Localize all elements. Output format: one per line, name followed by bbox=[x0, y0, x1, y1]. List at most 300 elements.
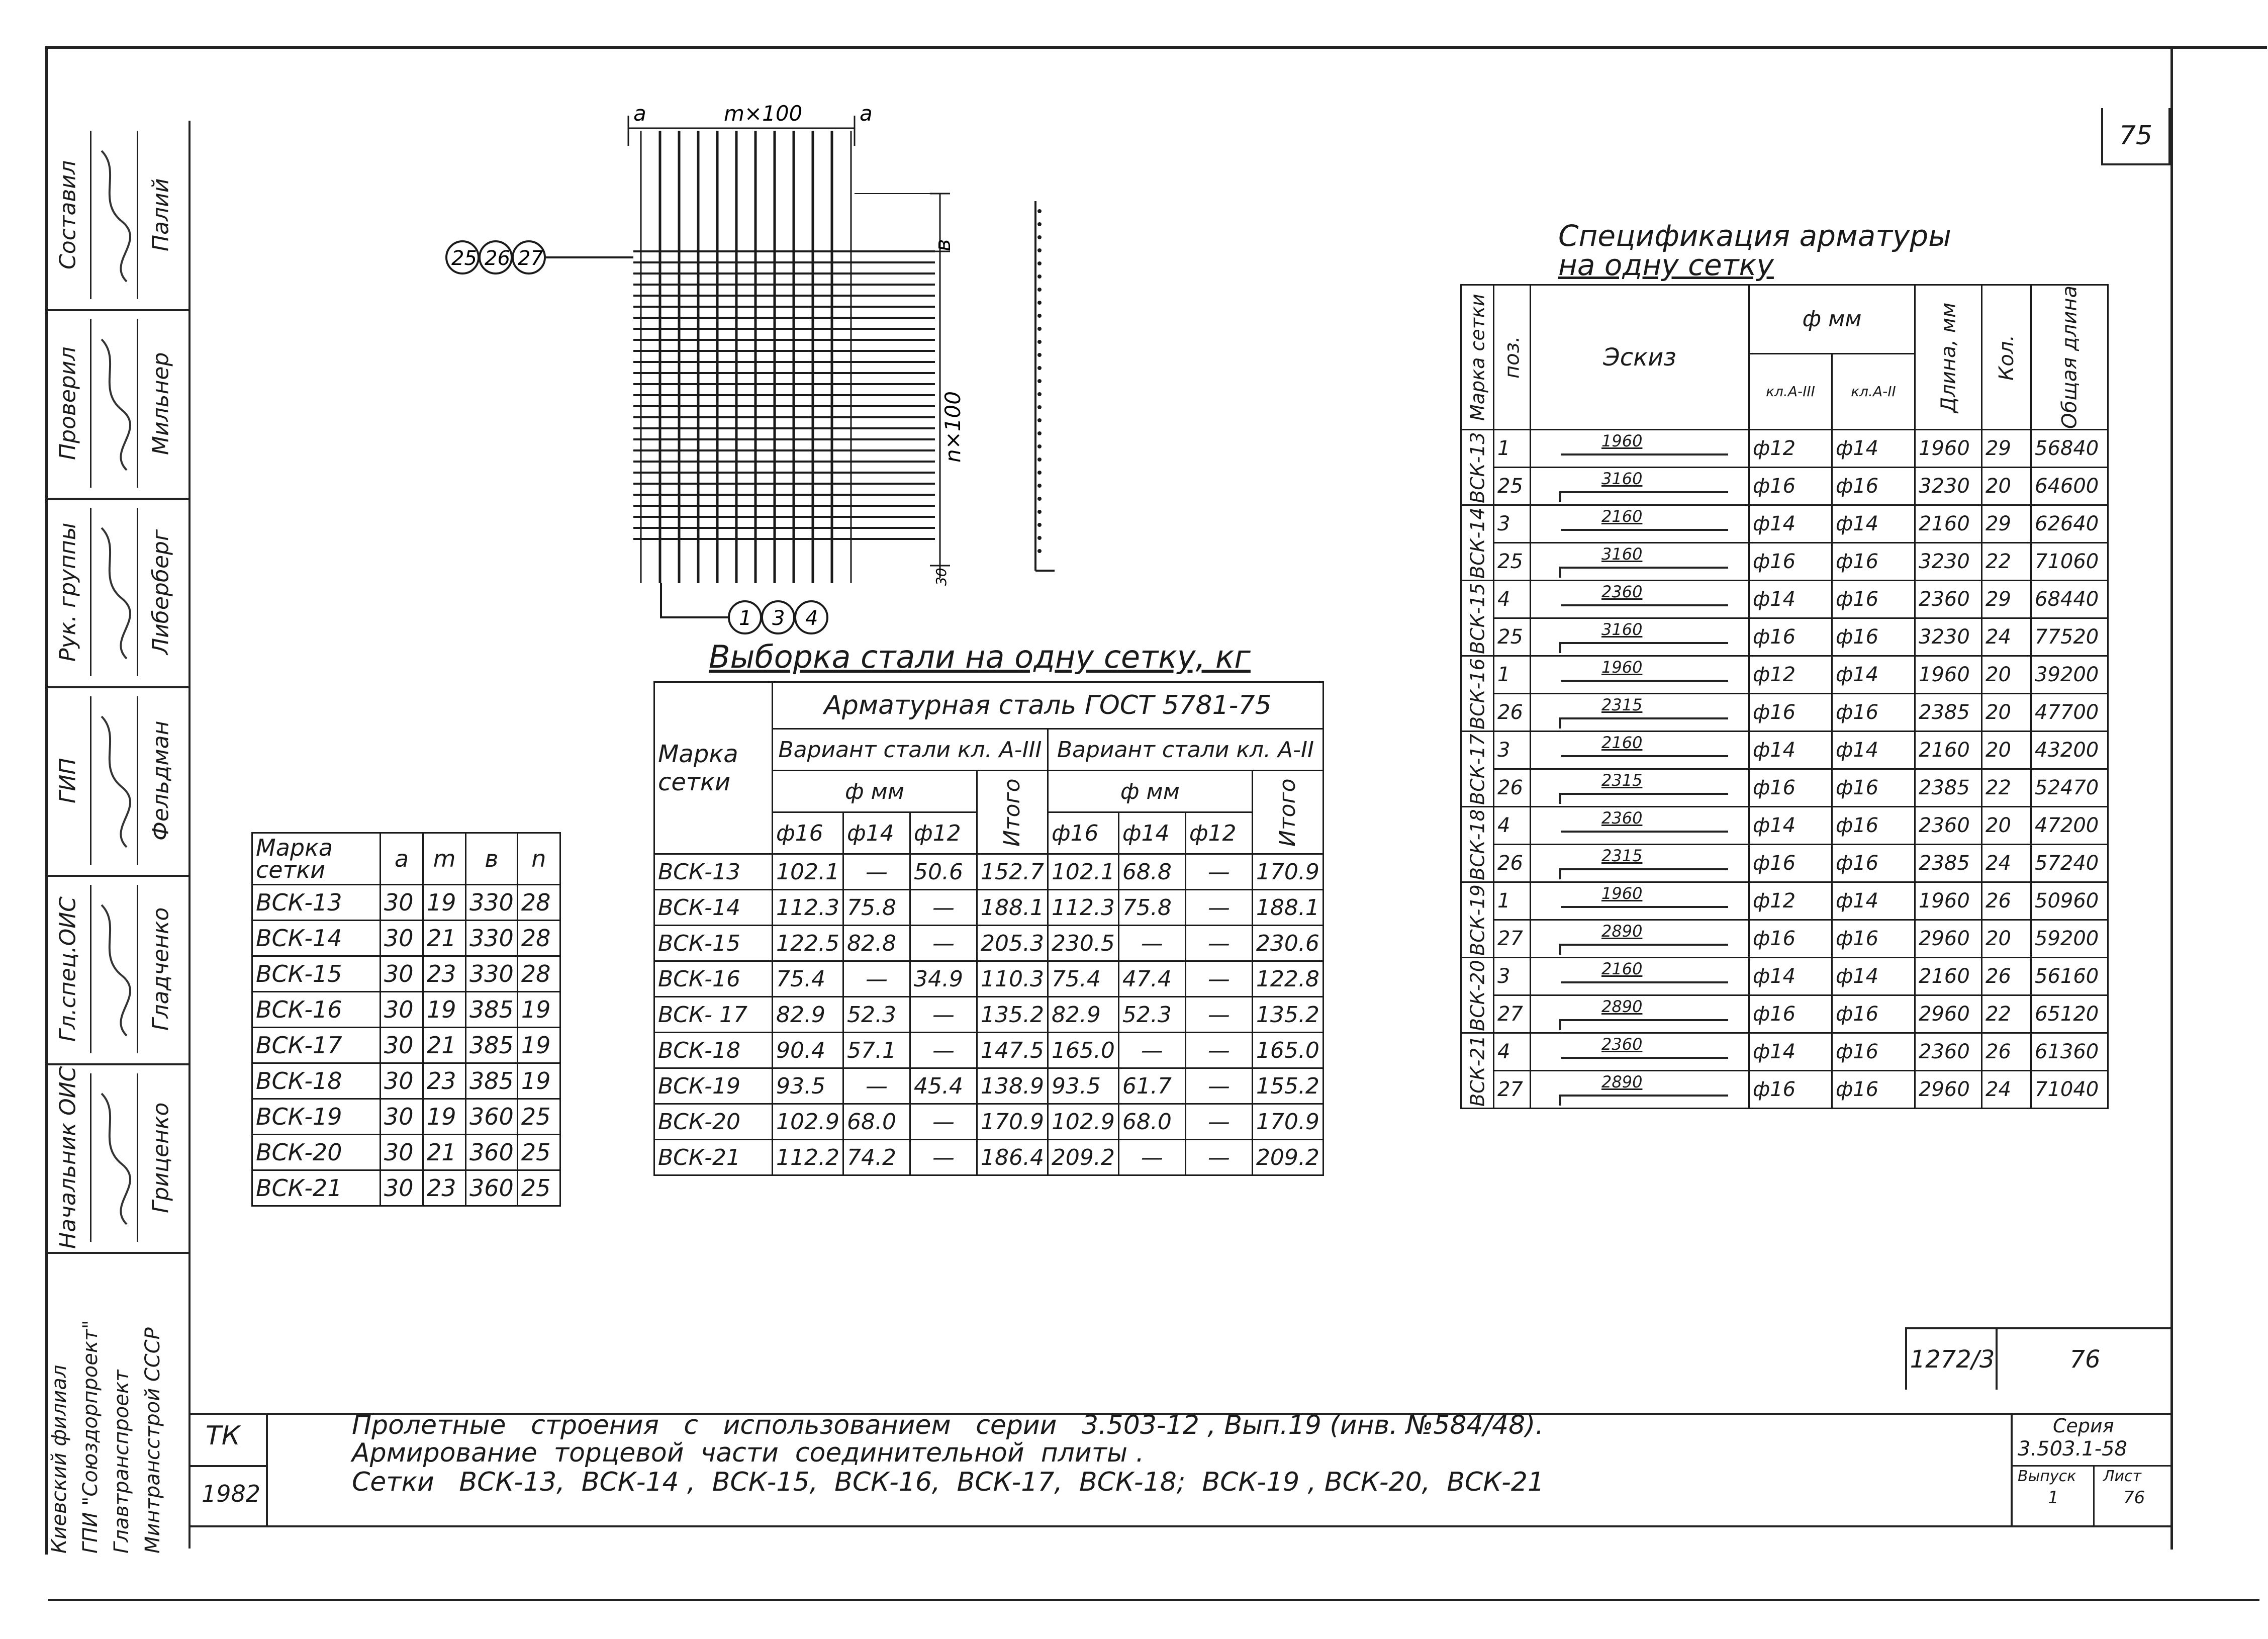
spec-row bbox=[1461, 882, 2108, 920]
spec-d3-cell: ф14 bbox=[1749, 581, 1832, 618]
spec-sketch-cell bbox=[1531, 543, 1749, 581]
spec-sketch-hook bbox=[1559, 717, 1561, 729]
spec-sketch-bar bbox=[1561, 642, 1728, 644]
params-cell: 30 bbox=[381, 1170, 423, 1206]
sidebar-org-line: Киевский филиал bbox=[48, 1364, 71, 1554]
spec-qty-cell: 26 bbox=[1982, 882, 2031, 920]
spec-d3-cell: ф16 bbox=[1749, 1071, 1832, 1109]
spec-d2-cell: ф16 bbox=[1832, 543, 1915, 581]
dim-a-right: a bbox=[860, 101, 873, 126]
sidebar-role-label: Гл.спец.ОИС bbox=[55, 896, 81, 1042]
steel-total-2: Итого bbox=[1252, 771, 1323, 854]
spec-len-cell: 3230 bbox=[1915, 468, 1982, 505]
steel-value-cell: — bbox=[1118, 926, 1185, 961]
spec-mark-cell: ВСК-17 bbox=[1461, 732, 1494, 807]
series-divider bbox=[2013, 1465, 2172, 1467]
doc-code: 1272/3 bbox=[1910, 1345, 1995, 1374]
steel-value-cell: 122.5 bbox=[773, 926, 843, 961]
spec-d2-cell: ф14 bbox=[1832, 656, 1915, 694]
spec-d3-cell: ф14 bbox=[1749, 958, 1832, 995]
steel-row bbox=[654, 961, 1324, 997]
spec-qty-cell: 29 bbox=[1982, 581, 2031, 618]
dim-a-left: a bbox=[633, 101, 646, 126]
spec-row bbox=[1461, 468, 2108, 505]
steel-value-cell: 188.1 bbox=[977, 890, 1048, 926]
spec-sketch-length: 3160 bbox=[1601, 469, 1643, 488]
spec-sketch-hook bbox=[1559, 491, 1561, 502]
sidebar-role-label: ГИП bbox=[55, 758, 81, 803]
steel-value-cell: — bbox=[1185, 1104, 1252, 1140]
params-cell: 19 bbox=[517, 1063, 560, 1099]
spec-len-cell: 2385 bbox=[1915, 845, 1982, 882]
steel-value-cell: 135.2 bbox=[977, 997, 1048, 1033]
steel-mark-cell: ВСК-15 bbox=[654, 926, 773, 961]
steel-value-cell: 102.1 bbox=[773, 854, 843, 890]
spec-tot-cell: 52470 bbox=[2031, 769, 2108, 807]
spec-d3-cell: ф16 bbox=[1749, 543, 1832, 581]
dim-top: m×100 bbox=[724, 101, 803, 126]
params-cell: 19 bbox=[423, 1099, 466, 1135]
series-label: Серия bbox=[2053, 1415, 2114, 1437]
spec-pos-cell: 25 bbox=[1494, 543, 1531, 581]
steel-value-cell: — bbox=[843, 854, 910, 890]
spec-sketch-length: 2160 bbox=[1601, 959, 1643, 978]
spec-tot-cell: 61360 bbox=[2031, 1033, 2108, 1071]
spec-d2-cell: ф16 bbox=[1832, 769, 1915, 807]
spec-table bbox=[1460, 284, 2109, 1109]
steel-value-cell: 112.2 bbox=[773, 1140, 843, 1175]
params-cell: 330 bbox=[466, 885, 518, 921]
params-cell: 25 bbox=[517, 1099, 560, 1135]
spec-len-cell: 2360 bbox=[1915, 807, 1982, 845]
steel-value-cell: 165.0 bbox=[1252, 1033, 1323, 1068]
mesh-side-view bbox=[1025, 196, 1056, 583]
params-cell: 385 bbox=[466, 992, 518, 1028]
params-header-cell: Марка сетки bbox=[252, 833, 381, 885]
spec-sketch-length: 2360 bbox=[1601, 808, 1643, 828]
spec-sketch-bar bbox=[1561, 717, 1728, 719]
steel-value-cell: 93.5 bbox=[773, 1068, 843, 1104]
steel-value-cell: 34.9 bbox=[910, 961, 977, 997]
spec-pos-cell: 4 bbox=[1494, 807, 1531, 845]
spec-sketch-bar bbox=[1561, 529, 1728, 531]
spec-sketch-length: 2315 bbox=[1601, 846, 1643, 865]
steel-value-cell: 82.9 bbox=[773, 997, 843, 1033]
params-header-cell: m bbox=[423, 833, 466, 885]
spec-sketch-bar bbox=[1561, 680, 1728, 682]
sidebar-role-label: Рук. группы bbox=[55, 522, 81, 662]
params-cell: 21 bbox=[423, 1135, 466, 1170]
sidebar bbox=[48, 121, 188, 1554]
series-value: 3.503.1-58 bbox=[2018, 1437, 2128, 1461]
spec-len-header: Длина, мм bbox=[1915, 285, 1982, 430]
steel-mark-header: Марка сетки bbox=[654, 682, 773, 854]
spec-cl2-header: кл.А-II bbox=[1832, 353, 1915, 429]
params-cell: 30 bbox=[381, 921, 423, 956]
spec-sketch-cell bbox=[1531, 1071, 1749, 1109]
steel-value-cell: — bbox=[1185, 926, 1252, 961]
spec-row bbox=[1461, 995, 2108, 1033]
spec-sketch-bar bbox=[1561, 604, 1728, 606]
steel-value-cell: — bbox=[1185, 997, 1252, 1033]
steel-value-cell: 45.4 bbox=[910, 1068, 977, 1104]
spec-sketch-bar bbox=[1561, 868, 1728, 870]
steel-total-1: Итого bbox=[977, 771, 1048, 854]
spec-sketch-length: 2360 bbox=[1601, 582, 1643, 601]
steel-value-cell: — bbox=[910, 1104, 977, 1140]
steel-value-cell: — bbox=[1185, 1140, 1252, 1175]
params-cell: ВСК-17 bbox=[252, 1028, 381, 1063]
spec-tot-cell: 64600 bbox=[2031, 468, 2108, 505]
steel-value-cell: 205.3 bbox=[977, 926, 1048, 961]
steel-value-cell: 75.8 bbox=[843, 890, 910, 926]
spec-sketch-bar bbox=[1561, 491, 1728, 493]
sidebar-role-block bbox=[48, 121, 188, 311]
steel-value-cell: 165.0 bbox=[1048, 1033, 1118, 1068]
spec-sketch-length: 2890 bbox=[1601, 922, 1643, 941]
steel-value-cell: — bbox=[1185, 890, 1252, 926]
params-cell: 19 bbox=[423, 992, 466, 1028]
steel-value-cell: 170.9 bbox=[1252, 1104, 1323, 1140]
spec-d2-cell: ф16 bbox=[1832, 920, 1915, 958]
sidebar-person-name: Палий bbox=[148, 178, 174, 252]
steel-row bbox=[654, 1104, 1324, 1140]
params-cell: 360 bbox=[466, 1099, 518, 1135]
steel-value-cell: 82.8 bbox=[843, 926, 910, 961]
title-line-3: Сетки ВСК-13, ВСК-14 , ВСК-15, ВСК-16, ВСК-17, ВСК-18; ВСК-19 , ВСК-20, ВСК-21 bbox=[352, 1467, 1545, 1497]
params-cell: ВСК-16 bbox=[252, 992, 381, 1028]
spec-d2-cell: ф16 bbox=[1832, 995, 1915, 1033]
frame-right-line bbox=[2170, 46, 2173, 1550]
params-row bbox=[252, 921, 560, 956]
params-cell: 30 bbox=[381, 1135, 423, 1170]
steel-row bbox=[654, 854, 1324, 890]
params-cell: 385 bbox=[466, 1028, 518, 1063]
spec-mark-header: Марка сетки bbox=[1461, 285, 1494, 430]
params-cell: 30 bbox=[381, 992, 423, 1028]
steel-value-cell: 61.7 bbox=[1118, 1068, 1185, 1104]
steel-value-cell: 52.3 bbox=[1118, 997, 1185, 1033]
spec-tot-cell: 57240 bbox=[2031, 845, 2108, 882]
spec-tot-cell: 71040 bbox=[2031, 1071, 2108, 1109]
spec-sketch-hook bbox=[1559, 944, 1561, 955]
steel-value-cell: 52.3 bbox=[843, 997, 910, 1033]
steel-value-cell: 74.2 bbox=[843, 1140, 910, 1175]
spec-pos-cell: 27 bbox=[1494, 920, 1531, 958]
spec-sketch-length: 1960 bbox=[1601, 431, 1643, 450]
params-cell: 30 bbox=[381, 885, 423, 921]
spec-qty-cell: 26 bbox=[1982, 958, 2031, 995]
spec-qty-cell: 26 bbox=[1982, 1033, 2031, 1071]
issue-value: 1 bbox=[2048, 1488, 2059, 1508]
spec-sketch-bar bbox=[1561, 755, 1728, 757]
params-row bbox=[252, 1099, 560, 1135]
params-header-cell: a bbox=[381, 833, 423, 885]
spec-len-cell: 2360 bbox=[1915, 1033, 1982, 1071]
steel-table bbox=[653, 681, 1324, 1176]
spec-d2-cell: ф14 bbox=[1832, 882, 1915, 920]
sidebar-person-name: Мильнер bbox=[148, 352, 174, 455]
sidebar-org-line: Главтранспроект bbox=[110, 1370, 133, 1554]
params-row bbox=[252, 1170, 560, 1206]
spec-cl3-header: кл.А-III bbox=[1749, 353, 1832, 429]
spec-len-cell: 2385 bbox=[1915, 769, 1982, 807]
spec-row bbox=[1461, 694, 2108, 732]
spec-sketch-length: 1960 bbox=[1601, 884, 1643, 903]
spec-row bbox=[1461, 543, 2108, 581]
params-header-cell: n bbox=[517, 833, 560, 885]
sheet-value: 76 bbox=[2123, 1488, 2145, 1508]
params-cell: 19 bbox=[517, 992, 560, 1028]
issue-sheet-divider bbox=[2093, 1465, 2095, 1525]
spec-d3-cell: ф16 bbox=[1749, 920, 1832, 958]
spec-d2-cell: ф14 bbox=[1832, 958, 1915, 995]
spec-len-cell: 2160 bbox=[1915, 958, 1982, 995]
params-cell: ВСК-18 bbox=[252, 1063, 381, 1099]
steel-title: Выборка стали на одну сетку, кг bbox=[709, 639, 1251, 675]
params-cell: 28 bbox=[517, 921, 560, 956]
tk-box bbox=[191, 1415, 268, 1525]
title-line-2: Армирование торцевой части соединительной плиты . bbox=[352, 1438, 1145, 1468]
spec-qty-cell: 20 bbox=[1982, 656, 2031, 694]
spec-qty-cell: 22 bbox=[1982, 769, 2031, 807]
spec-tot-cell: 39200 bbox=[2031, 656, 2108, 694]
spec-tot-cell: 71060 bbox=[2031, 543, 2108, 581]
steel-value-cell: 155.2 bbox=[1252, 1068, 1323, 1104]
spec-tot-cell: 56840 bbox=[2031, 430, 2108, 468]
spec-sketch-header: Эскиз bbox=[1531, 285, 1749, 430]
params-cell: 330 bbox=[466, 921, 518, 956]
params-cell: 30 bbox=[381, 1099, 423, 1135]
spec-mark-cell: ВСК-15 bbox=[1461, 581, 1494, 656]
steel-mark-cell: ВСК- 17 bbox=[654, 997, 773, 1033]
steel-value-cell: — bbox=[910, 997, 977, 1033]
steel-value-cell: — bbox=[1118, 1033, 1185, 1068]
steel-value-cell: — bbox=[843, 961, 910, 997]
spec-qty-cell: 22 bbox=[1982, 543, 2031, 581]
sidebar-role-block bbox=[48, 309, 188, 500]
steel-value-cell: 75.4 bbox=[1048, 961, 1118, 997]
params-cell: 30 bbox=[381, 1028, 423, 1063]
spec-sketch-hook bbox=[1559, 868, 1561, 879]
params-cell: 360 bbox=[466, 1135, 518, 1170]
spec-pos-cell: 26 bbox=[1494, 694, 1531, 732]
sidebar-role-label: Начальник ОИС bbox=[55, 1066, 81, 1249]
signature bbox=[90, 696, 138, 865]
spec-row bbox=[1461, 920, 2108, 958]
spec-sketch-length: 2315 bbox=[1601, 771, 1643, 790]
spec-mark-cell: ВСК-13 bbox=[1461, 430, 1494, 505]
params-cell: 23 bbox=[423, 1063, 466, 1099]
params-cell: 19 bbox=[517, 1028, 560, 1063]
spec-sketch-cell bbox=[1531, 845, 1749, 882]
spec-sketch-hook bbox=[1559, 1095, 1561, 1106]
steel-value-cell: 47.4 bbox=[1118, 961, 1185, 997]
steel-group-header: Арматурная сталь ГОСТ 5781-75 bbox=[773, 682, 1324, 729]
spec-len-cell: 1960 bbox=[1915, 882, 1982, 920]
steel-value-cell: 90.4 bbox=[773, 1033, 843, 1068]
spec-d3-cell: ф14 bbox=[1749, 505, 1832, 543]
spec-qty-cell: 20 bbox=[1982, 694, 2031, 732]
spec-row bbox=[1461, 958, 2108, 995]
spec-d3-cell: ф12 bbox=[1749, 882, 1832, 920]
params-cell: ВСК-15 bbox=[252, 956, 381, 992]
spec-pos-cell: 4 bbox=[1494, 581, 1531, 618]
spec-len-cell: 2160 bbox=[1915, 505, 1982, 543]
steel-value-cell: 112.3 bbox=[773, 890, 843, 926]
steel-col-header: ф12 bbox=[910, 812, 977, 854]
spec-len-cell: 2960 bbox=[1915, 995, 1982, 1033]
issue-label: Выпуск bbox=[2018, 1468, 2076, 1485]
spec-sketch-hook bbox=[1559, 793, 1561, 804]
callout-3-label: 3 bbox=[772, 607, 785, 630]
spec-tot-cell: 77520 bbox=[2031, 618, 2108, 656]
spec-sketch-cell bbox=[1531, 920, 1749, 958]
spec-row bbox=[1461, 656, 2108, 694]
sidebar-role-block bbox=[48, 498, 188, 688]
steel-row bbox=[654, 926, 1324, 961]
mesh-drawing bbox=[412, 101, 1066, 644]
params-header-row bbox=[252, 833, 560, 885]
steel-col-header: ф16 bbox=[1048, 812, 1118, 854]
spec-row bbox=[1461, 807, 2108, 845]
spec-row bbox=[1461, 769, 2108, 807]
spec-len-cell: 2360 bbox=[1915, 581, 1982, 618]
spec-sketch-bar bbox=[1561, 981, 1728, 983]
spec-sketch-length: 2160 bbox=[1601, 507, 1643, 526]
spec-d2-cell: ф16 bbox=[1832, 1033, 1915, 1071]
spec-d3-cell: ф14 bbox=[1749, 807, 1832, 845]
spec-sketch-length: 3160 bbox=[1601, 620, 1643, 639]
spec-d3-cell: ф12 bbox=[1749, 656, 1832, 694]
spec-sketch-cell bbox=[1531, 430, 1749, 468]
spec-sketch-bar bbox=[1561, 453, 1728, 456]
spec-d2-cell: ф16 bbox=[1832, 694, 1915, 732]
spec-sketch-length: 2160 bbox=[1601, 733, 1643, 752]
spec-sketch-cell bbox=[1531, 694, 1749, 732]
spec-qty-cell: 24 bbox=[1982, 618, 2031, 656]
spec-tot-cell: 56160 bbox=[2031, 958, 2108, 995]
steel-value-cell: — bbox=[1118, 1140, 1185, 1175]
params-cell: 30 bbox=[381, 1063, 423, 1099]
steel-header-row bbox=[654, 682, 1324, 729]
sidebar-org-line: ГПИ "Союздорпроект" bbox=[79, 1320, 102, 1554]
spec-sketch-bar bbox=[1561, 944, 1728, 946]
spec-sketch-cell bbox=[1531, 1033, 1749, 1071]
spec-d3-cell: ф14 bbox=[1749, 1033, 1832, 1071]
steel-value-cell: 68.8 bbox=[1118, 854, 1185, 890]
params-cell: 330 bbox=[466, 956, 518, 992]
spec-qty-cell: 20 bbox=[1982, 920, 2031, 958]
stamp-bottom-line bbox=[191, 1525, 2171, 1527]
params-table bbox=[251, 832, 561, 1207]
spec-d3-cell: ф16 bbox=[1749, 618, 1832, 656]
spec-mark-cell: ВСК-20 bbox=[1461, 958, 1494, 1033]
spec-pos-cell: 25 bbox=[1494, 618, 1531, 656]
steel-value-cell: 209.2 bbox=[1048, 1140, 1118, 1175]
params-cell: 28 bbox=[517, 885, 560, 921]
spec-pos-cell: 4 bbox=[1494, 1033, 1531, 1071]
spec-sketch-cell bbox=[1531, 618, 1749, 656]
spec-d2-cell: ф16 bbox=[1832, 618, 1915, 656]
spec-sketch-cell bbox=[1531, 882, 1749, 920]
spec-row bbox=[1461, 430, 2108, 468]
steel-value-cell: 93.5 bbox=[1048, 1068, 1118, 1104]
sidebar-role-block bbox=[48, 686, 188, 877]
steel-value-cell: 188.1 bbox=[1252, 890, 1323, 926]
spec-sketch-cell bbox=[1531, 656, 1749, 694]
params-cell: 23 bbox=[423, 956, 466, 992]
params-row bbox=[252, 1063, 560, 1099]
steel-value-cell: 230.5 bbox=[1048, 926, 1118, 961]
tk-divider bbox=[191, 1465, 266, 1467]
sheet-label: Лист bbox=[2103, 1468, 2142, 1485]
spec-tot-cell: 59200 bbox=[2031, 920, 2108, 958]
spec-qty-cell: 29 bbox=[1982, 505, 2031, 543]
spec-d3-cell: ф16 bbox=[1749, 468, 1832, 505]
spec-tot-cell: 62640 bbox=[2031, 505, 2108, 543]
spec-sketch-bar bbox=[1561, 793, 1728, 795]
doc-sheet-box bbox=[1996, 1327, 2172, 1390]
spec-sketch-hook bbox=[1559, 567, 1561, 578]
spec-len-cell: 2960 bbox=[1915, 920, 1982, 958]
spec-sketch-bar bbox=[1561, 1095, 1728, 1097]
callout-1-label: 1 bbox=[739, 607, 752, 630]
tk-label: ТК bbox=[206, 1421, 240, 1451]
steel-value-cell: — bbox=[910, 1140, 977, 1175]
spec-d2-cell: ф16 bbox=[1832, 845, 1915, 882]
params-row bbox=[252, 992, 560, 1028]
spec-sketch-length: 2360 bbox=[1601, 1035, 1643, 1054]
params-cell: 21 bbox=[423, 921, 466, 956]
spec-sketch-length: 2890 bbox=[1601, 1072, 1643, 1091]
spec-tot-cell: 68440 bbox=[2031, 581, 2108, 618]
steel-value-cell: — bbox=[1185, 1033, 1252, 1068]
steel-mark-cell: ВСК-20 bbox=[654, 1104, 773, 1140]
sidebar-org bbox=[48, 1252, 188, 1554]
steel-diam-1: ф мм bbox=[773, 771, 977, 812]
spec-len-cell: 2385 bbox=[1915, 694, 1982, 732]
spec-tot-cell: 47700 bbox=[2031, 694, 2108, 732]
steel-value-cell: 122.8 bbox=[1252, 961, 1323, 997]
spec-pos-cell: 25 bbox=[1494, 468, 1531, 505]
steel-diam-2: ф мм bbox=[1048, 771, 1252, 812]
spec-row bbox=[1461, 732, 2108, 769]
spec-d2-cell: ф16 bbox=[1832, 581, 1915, 618]
params-cell: 30 bbox=[381, 956, 423, 992]
steel-value-cell: 112.3 bbox=[1048, 890, 1118, 926]
spec-tot-cell: 43200 bbox=[2031, 732, 2108, 769]
spec-sketch-bar bbox=[1561, 1057, 1728, 1059]
steel-value-cell: 102.1 bbox=[1048, 854, 1118, 890]
spec-qty-header: Кол. bbox=[1982, 285, 2031, 430]
spec-mark-cell: ВСК-18 bbox=[1461, 807, 1494, 882]
steel-mark-cell: ВСК-16 bbox=[654, 961, 773, 997]
spec-d3-cell: ф16 bbox=[1749, 694, 1832, 732]
sidebar-role-label: Составил bbox=[55, 160, 81, 270]
steel-mark-cell: ВСК-21 bbox=[654, 1140, 773, 1175]
steel-value-cell: 68.0 bbox=[1118, 1104, 1185, 1140]
spec-sketch-cell bbox=[1531, 505, 1749, 543]
params-cell: 385 bbox=[466, 1063, 518, 1099]
spec-sketch-bar bbox=[1561, 1019, 1728, 1021]
params-row bbox=[252, 885, 560, 921]
spec-len-cell: 1960 bbox=[1915, 656, 1982, 694]
params-cell: 360 bbox=[466, 1170, 518, 1206]
spec-len-cell: 2960 bbox=[1915, 1071, 1982, 1109]
frame-top-line bbox=[45, 46, 2267, 49]
spec-len-cell: 3230 bbox=[1915, 618, 1982, 656]
